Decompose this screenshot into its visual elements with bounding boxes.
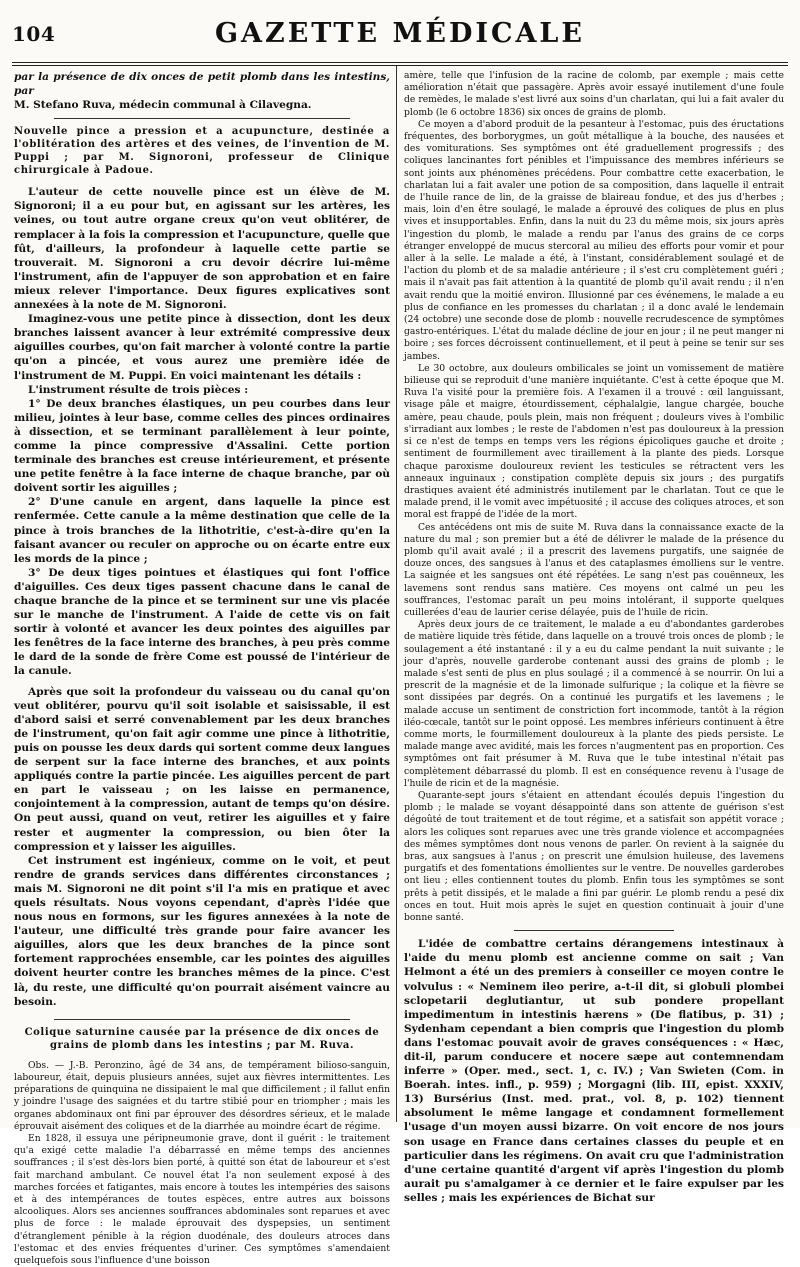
header-rule <box>12 62 788 66</box>
observation-paragraph: Obs. — J.-B. Peronzino, âgé de 34 ans, de tempérament bilioso-sanguin, laboureur, était, depuis plusieurs années, sujet aux fièvres intermittentes. Les préparations de quinquina ne dissipaient le mal que difficilement ; il fallut enfin y joindre l'usage des saignées et du tartre stibié pour en triompher ; mais les organes abdominaux ont fini par éprouver des désordres sérieux, et le malade éprouvait aisément des coliques et de la diarrhée au moindre écart de régime. <box>14 1059 390 1132</box>
article-paragraph: Imaginez-vous une petite pince à dissection, dont les deux branches laissent avancer à leur extrémité compressive deux aiguilles courbes, qu'on fait marcher à volonté contre la partie qu'on a pincée, et vous aurez une première idée de l'instrument de M. Puppi. En voici maintenant les détails : <box>14 313 390 382</box>
observation-paragraph: Ce moyen a d'abord produit de la pesanteur à l'estomac, puis des éructations fréquentes, des borborygmes, un goût métallique à la bouche, des nausées et des vomiturations. Ses symptômes ont été graduellement progressifs ; des coliques lancinantes fort pénibles et l'impuissance des membres inférieurs se sont joints aux phénomènes précédens. Pour combattre cette exacerbation, le charlatan lui a fait avaler une potion de sa composition, dans laquelle il entrait de l'huile rance de lin, de la graisse de blaireau fondue, et des jus d'herbes ; mais, loin d'en être soulagé, le malade a éprouvé des coliques de plus en plus vives et insupportables. Enfin, dans la nuit du 23 du même mois, six jours après l'ingestion du plomb, le malade a rendu par l'anus des grains de ce corps étranger enveloppé de mucus stercoral au milieu des efforts pour vomir et pour aller à la selle. Le malade a été, à l'instant, considérablement soulagé et de l'action du plomb et de sa maladie antérieure ; il s'est cru complètement guéri ; mais il n'avait pas fait attention à la quantité de plomb qu'il avait rendu ; il n'en avait rendu que la moitié environ. Illusionné par ces événemens, le malade a eu plus de confiance en les promesses du charlatan ; il a donc avalé le lendemain (24 octobre) une seconde dose de plomb : nouvelle recrudescence de symptômes gastro-entériques. L'état du malade décline de jour en jour ; il ne peut manger ni boire ; ses forces décroissent continuellement, et il peut à peine se tenir sur ses jambes. <box>404 118 784 362</box>
credit-line: M. Stefano Ruva, médecin communal à Cilavegna. <box>14 99 312 112</box>
journal-title: GAZETTE MÉDICALE <box>214 18 585 49</box>
left-column <box>14 70 390 1266</box>
article-paragraph: Cet instrument est ingénieux, comme on le voit, et peut rendre de grands services dans différentes circonstances ; mais M. Signoroni ne dit point s'il l'a mis en pratique et avec quels résultats. Nous voyons cependant, d'après l'idée que nous nous en formons, sur les figures annexées à la note de l'auteur, une difficulté très grande pour faire avancer les aiguilles, alors que les deux branches de la pince sont fortement rapprochées ensemble, car les pointes des aiguilles doivent heurter contre les branches mêmes de la pince. C'est là, du reste, une difficulté qu'on pourrait aisément vaincre au besoin. <box>14 854 390 1008</box>
page-number: 104 <box>12 22 56 46</box>
section-divider <box>54 118 350 119</box>
observation-paragraph: En 1828, il essuya une péripneumonie grave, dont il guérit : le traitement qu'a exigé cette maladie l'a débarrassé en même temps des anciennes souffrances ; il s'est dès-lors bien porté, à quitté son état de laboureur et s'est fait marchand ambulant. Ce nouvel état l'a non seulement exposé à des marches forcées et fatigantes, mais encore à toutes les intempéries des saisons et à des intempérances de toutes espèces, entre autres aux boissons alcooliques. Alors ses anciennes souffrances abdominales sont reparues et avec plus de force : le malade éprouvait des dyspepsies, un sentiment d'étranglement pénible à la région duodénale, des douleurs atroces dans l'estomac et des envies fréquentes d'uriner. Ces symptômes s'amendaient quelquefois sous l'influence d'une boisson <box>14 1132 390 1266</box>
observation-paragraph: Ces antécédens ont mis de suite M. Ruva dans la connaissance exacte de la nature du mal ; son premier but a été de délivrer le malade de la présence du plomb qu'il avait avalé ; il a prescrit des lavemens purgatifs, une saignée de douze onces, des sangsues à l'anus et des cataplasmes émolliens sur le ventre. La saignée et les sangsues ont été répétées. Le sang n'est pas couënneux, les lavemens sont rendus sans matière. Ces moyens ont calmé un peu les souffrances, l'estomac paraît un peu moins intolérant, il supporte quelques cuillerées d'eau de laurier cerise délayée, puis de l'huile de ricin. <box>404 521 784 618</box>
observation-paragraph: Après deux jours de ce traitement, le malade a eu d'abondantes garderobes de matière liquide très fétide, dans laquelle on a trouvé trois onces de plomb ; le soulagement a été instantané : il y a eu du calme pendant la nuit suivante ; le jour d'après, nouvelle garderobe contenant aussi des grains de plomb ; le malade s'est senti de plus en plus soulagé ; il a commencé à se nourrir. On lui a prescrit de la magnésie et de la limonade sulfurique ; la colique et la fièvre se sont dissipées par degrés. On a continué les purgatifs et les lavemens ; le malade accuse un sentiment de constriction fort incommode, tantôt à la région iléo-cœcale, tantôt sur le point opposé. Les membres inférieurs continuent à être comme morts, le fourmillement douloureux à la plante des pieds persiste. Le malade mange avec avidité, mais les forces n'augmentent pas en proportion. Ces symptômes ont fait présumer à M. Ruva que le tube intestinal n'était pas complètement débarrassé du plomb. Il est en conséquence revenu à l'usage de l'huile de ricin et de la magnésie. <box>404 619 784 789</box>
article-paragraph: 1° De deux branches élastiques, un peu courbes dans leur milieu, jointes à leur base, comme celles des pinces ordinaires à dissection, et se terminant parallèlement à leur pointe, comme la pince compressive d'Assalini. Cette portion terminale des branches est creuse intérieurement, et présente une petite fenêtre à la face interne de chaque branche, par où doivent sortir les aiguilles ; <box>14 397 390 495</box>
article-paragraph: Après que soit la profondeur du vaisseau ou du canal qu'on veut oblitérer, pourvu qu'il soit isolable et saisissable, il est d'abord saisi et serré convenablement par les deux branches de l'instrument, qu'on fait agir comme une pince à lithotritie, puis on pousse les deux dards qui sortent comme deux langues de serpent sur la face interne des branches, et aux points appliqués contre la partie pincée. Les aiguilles percent de part en part le vaisseau ; on les laisse en permanence, conjointement à la compression, autant de temps qu'on désire. On peut aussi, quand on veut, retirer les aiguilles et y faire rester et augmenter la compression, ou bien ôter la compression et y laisser les aiguilles. <box>14 685 390 853</box>
observation-paragraph: Quarante-sept jours s'étaient en attendant écoulés depuis l'ingestion du plomb ; le malade se voyant désappointé dans son attente de guérison s'est dégoûté de tout traitement et de tout régime, et a satisfait son appétit vorace ; alors les coliques sont reparues avec une très grande violence et accompagnées des mêmes symptômes dont nous venons de parler. On revient à la saignée du bras, aux sangsues à l'anus ; on prescrit une émulsion huileuse, des lavemens purgatifs et des fomentations émollientes sur le ventre. De nouvelles garderobes ont lieu ; elles contiennent toutes du plomb. Enfin tous les symptômes se sont prêts à petit dissipés, et le malade a fini par guérir. Le plomb rendu a pesé dix onces en tout. Huit mois après le sujet en question continuait à jouir d'une bonne santé. <box>404 789 784 924</box>
section-divider <box>54 1019 350 1020</box>
observation-paragraph: amère, telle que l'infusion de la racine de colomb, par exemple ; mais cette amélioration n'était que passagère. Après avoir essayé inutilement d'une foule de remèdes, le malade s'est livré aux soins d'un charlatan, qui lui a fait avaler du plomb (le 6 octobre 1836) six onces de grains de plomb. <box>404 70 784 118</box>
article-title: Colique saturnine causée par la présence de dix onces de grains de plomb dans les intestins ; par M. Ruva. <box>24 1026 380 1051</box>
article-paragraph: L'instrument résulte de trois pièces : <box>28 383 249 396</box>
column-separator <box>396 66 397 1122</box>
credit-line: par la présence de dix onces de petit plomb dans les intestins, par <box>14 71 390 98</box>
article-paragraph: 3° De deux tiges pointues et élastiques qui font l'office d'aiguilles. Ces deux tiges passent chacune dans le canal de chaque branche de la pince et se terminent sur une vis placée sur le manche de l'instrument. A l'aide de cette vis on fait sortir à volonté et avancer les deux pointes des aiguilles par les fenêtres de la face interne des branches, à peu près comme le dard de la sonde de frère Come est poussé de l'intérieur de la canule. <box>14 566 390 678</box>
article-paragraph: 2° D'une canule en argent, dans laquelle la pince est renfermée. Cette canule a la même destination que celle de la pince à trois branches de la lithotritie, c'est-à-dire qu'en la faisant avancer ou reculer on approche ou on écarte entre eux les mords de la pince ; <box>14 496 390 565</box>
right-column <box>404 70 784 1204</box>
article-paragraph: L'auteur de cette nouvelle pince est un élève de M. Signoroni; il a eu pour but, en agissant sur les artères, les veines, ou tout autre organe creux qu'on veut oblitérer, de remplacer à la fois la compression et l'acupuncture, quelle que fût, d'ailleurs, la profondeur à laquelle cette partie se trouverait. M. Signoroni a cru devoir décrire lui-même l'instrument, afin de l'appuyer de son approbation et en faire mieux relever l'importance. Deux figures explicatives sont annexées à la note de M. Signoroni. <box>14 186 390 312</box>
commentary-paragraph: L'idée de combattre certains dérangemens intestinaux à l'aide du menu plomb est ancienne comme on sait ; Van Helmont a été un des premiers à conseiller ce moyen contre le volvulus : « Neminem ileo perire, a-t-il dit, si globuli plombei sclopetarii deglutiantur, ut sub pondere propellant impedimentum in intestinis hærens » (De flatibus, p. 31) ; Sydenham cependant a bien compris que l'ingestion du plomb dans l'estomac pouvait avoir de graves conséquences : « Hæc, dit-il, parum conducere et nocere sæpe aut contemnendam inferre » (Oper. med., sect. 1, c. IV.) ; Van Swieten (Com. in Boerah. intes. infl., p. 959) ; Morgagni (lib. III, epist. XXXIV, 13) Bursérius (Inst. med. prat., vol. 8, p. 102) tiennent absolument le même langage et condamnent formellement l'usage d'un moyen aussi bizarre. On voit encore de nos jours son usage en France dans certaines classes du peuple et en particulier dans les régimens. On avait cru que l'administration d'une certaine quantité d'argent vif après l'ingestion du plomb aurait pu s'amalgamer à ce dernier et le faire expulser par les selles ; mais les expériences de Bichat sur <box>404 938 784 1204</box>
section-divider <box>514 930 674 931</box>
article-title: Nouvelle pince a pression et a acupuncture, destinée a l'oblitération des artères et des veines, de l'invention de M. Puppi ; par M. Signoroni, professeur de Clinique chirurgicale à Padoue. <box>14 126 390 177</box>
observation-paragraph: Le 30 octobre, aux douleurs ombilicales se joint un vomissement de matière bilieuse qui se reproduit d'une manière inquiétante. C'est à cette époque que M. Ruva l'a visité pour la première fois. A l'examen il a trouvé : œil languissant, visage pâle et maigre, étourdissement, céphalalgie, langue chargée, bouche amère, peau chaude, pouls plein, mais non fréquent ; douleurs vives à l'ombilic s'irradiant aux lombes ; le reste de l'abdomen n'est pas douloureux à la pression si ce n'est de temps en temps vers les régions épicoliques gauche et droite ; sentiment de fourmillement avec tiraillement à la plante des pieds. Lorsque chaque paroxisme douloureux revient les testicules se rétractent vers les anneaux inguinaux ; constipation complète depuis six jours ; des purgatifs drastiques avaient été administrés inutilement par le charlatan. Tout ce que le malade prend, il le vomit avec impétuosité ; il accuse des coliques atroces, et son moral est frappé de l'idée de la mort. <box>404 362 784 521</box>
